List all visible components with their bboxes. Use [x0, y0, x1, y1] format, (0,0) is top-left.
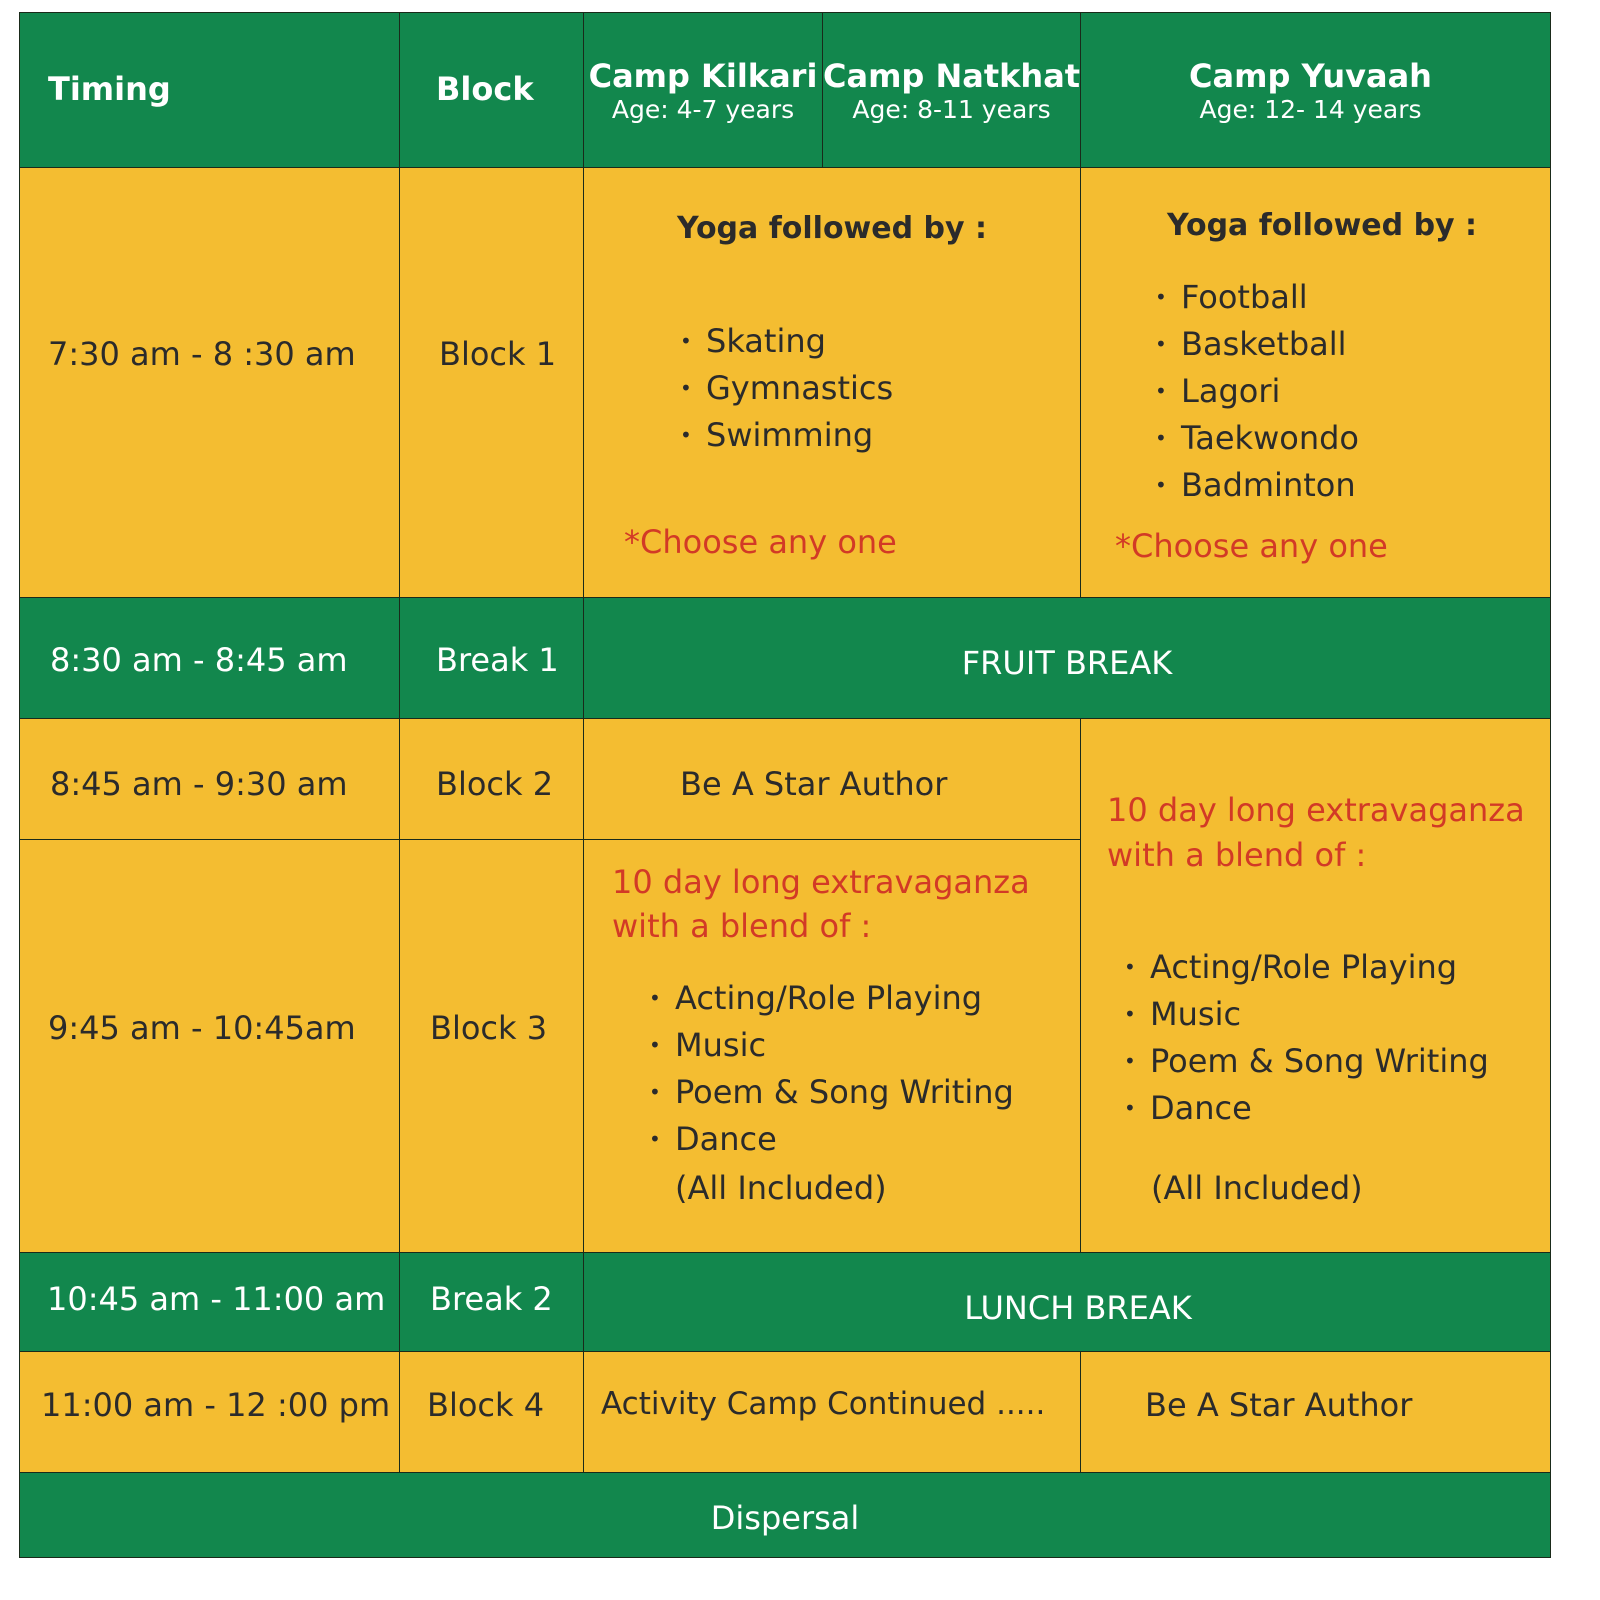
- list-item: • Football: [1155, 274, 1359, 321]
- header-yuvaah-age: Age: 12- 14 years: [1199, 95, 1422, 124]
- header-block-cell: [399, 12, 584, 168]
- list-item: • Lagori: [1155, 368, 1359, 415]
- break1-activity: FRUIT BREAK: [961, 644, 1173, 682]
- list-item: • Poem & Song Writing: [1124, 1038, 1489, 1085]
- break2-activity-cell: [583, 1252, 1551, 1352]
- block1-younger-cell: [583, 167, 1081, 598]
- block1-younger-list: [680, 318, 893, 459]
- block2-timing-cell: [19, 718, 400, 840]
- header-timing-cell: [19, 12, 400, 168]
- block1-younger-note: *Choose any one: [624, 523, 897, 561]
- list-item: • Gymnastics: [680, 365, 893, 412]
- break2-activity: LUNCH BREAK: [964, 1289, 1192, 1327]
- list-item: • Skating: [680, 318, 893, 365]
- block4-timing: 11:00 am - 12 :00 pm: [41, 1386, 391, 1424]
- break2-label: Break 2: [430, 1280, 553, 1318]
- yuvaah-block23-note: (All Included): [1151, 1169, 1363, 1207]
- block3-label-cell: [399, 839, 584, 1253]
- list-item: • Swimming: [680, 412, 893, 459]
- list-item: • Taekwondo: [1155, 415, 1359, 462]
- list-item: • Basketball: [1155, 321, 1359, 368]
- block1-yuvaah-note: *Choose any one: [1115, 527, 1388, 565]
- yuvaah-block23-cell: [1080, 718, 1551, 1253]
- list-item: • Poem & Song Writing: [649, 1069, 1014, 1116]
- block2-younger-activity: Be A Star Author: [680, 765, 948, 803]
- break1-timing: 8:30 am - 8:45 am: [50, 641, 348, 679]
- yuvaah-block23-list: [1124, 944, 1489, 1132]
- break2-timing-cell: [19, 1252, 400, 1352]
- block2-younger-cell: [583, 718, 1081, 840]
- header-natkhat-name: Camp Natkhat: [823, 57, 1081, 95]
- list-item: • Badminton: [1155, 462, 1359, 509]
- block4-yuvaah-activity: Be A Star Author: [1145, 1386, 1413, 1424]
- break2-label-cell: [399, 1252, 584, 1352]
- yuvaah-block23-intro-2: with a blend of :: [1107, 836, 1367, 874]
- block3-younger-list: [649, 975, 1014, 1163]
- block3-younger-note: (All Included): [675, 1169, 887, 1207]
- header-kilkari-age: Age: 4-7 years: [611, 95, 795, 124]
- break1-timing-cell: [19, 597, 400, 719]
- header-yuvaah-cell: [1080, 12, 1551, 168]
- block1-yuvaah-heading: Yoga followed by :: [1167, 208, 1478, 243]
- header-natkhat-cell: [822, 12, 1081, 168]
- list-item: • Acting/Role Playing: [1124, 944, 1489, 991]
- block4-timing-cell: [19, 1351, 400, 1473]
- list-item: • Music: [649, 1022, 1014, 1069]
- header-kilkari-name: Camp Kilkari: [588, 57, 818, 95]
- dispersal-cell: [19, 1472, 1551, 1558]
- block3-younger-cell: [583, 839, 1081, 1253]
- block1-timing: 7:30 am - 8 :30 am: [48, 335, 356, 373]
- list-item: • Dance: [1124, 1085, 1489, 1132]
- header-yuvaah-name: Camp Yuvaah: [1189, 57, 1432, 95]
- block3-younger-intro-2: with a blend of :: [612, 907, 872, 945]
- block1-yuvaah-cell: [1080, 167, 1551, 598]
- header-kilkari-cell: [583, 12, 823, 168]
- header-timing: Timing: [48, 70, 171, 108]
- block4-younger-cell: [583, 1351, 1081, 1473]
- list-item: • Dance: [649, 1116, 1014, 1163]
- block2-label-cell: [399, 718, 584, 840]
- block3-younger-intro-1: 10 day long extravaganza: [612, 863, 1030, 901]
- list-item: • Acting/Role Playing: [649, 975, 1014, 1022]
- block1-label: Block 1: [439, 335, 557, 373]
- block4-label-cell: [399, 1351, 584, 1473]
- block4-younger-activity: Activity Camp Continued .....: [601, 1386, 1046, 1422]
- block1-yuvaah-list: [1155, 274, 1359, 509]
- block1-younger-heading: Yoga followed by :: [676, 211, 988, 246]
- break1-label-cell: [399, 597, 584, 719]
- header-block: Block: [436, 70, 534, 108]
- break1-label: Break 1: [436, 641, 559, 679]
- block1-label-cell: [399, 167, 584, 598]
- dispersal-label: Dispersal: [710, 1499, 860, 1537]
- block3-timing: 9:45 am - 10:45am: [48, 1009, 356, 1047]
- yuvaah-block23-intro-1: 10 day long extravaganza: [1107, 791, 1525, 829]
- block2-timing: 8:45 am - 9:30 am: [50, 765, 348, 803]
- block3-label: Block 3: [430, 1009, 548, 1047]
- list-item: • Music: [1124, 991, 1489, 1038]
- block1-timing-cell: [19, 167, 400, 598]
- block4-yuvaah-cell: [1080, 1351, 1551, 1473]
- schedule-table: [19, 12, 1551, 1558]
- break2-timing: 10:45 am - 11:00 am: [47, 1280, 386, 1318]
- block3-timing-cell: [19, 839, 400, 1253]
- break1-activity-cell: [583, 597, 1551, 719]
- block4-label: Block 4: [427, 1386, 545, 1424]
- header-natkhat-age: Age: 8-11 years: [852, 95, 1051, 124]
- block2-label: Block 2: [436, 765, 554, 803]
